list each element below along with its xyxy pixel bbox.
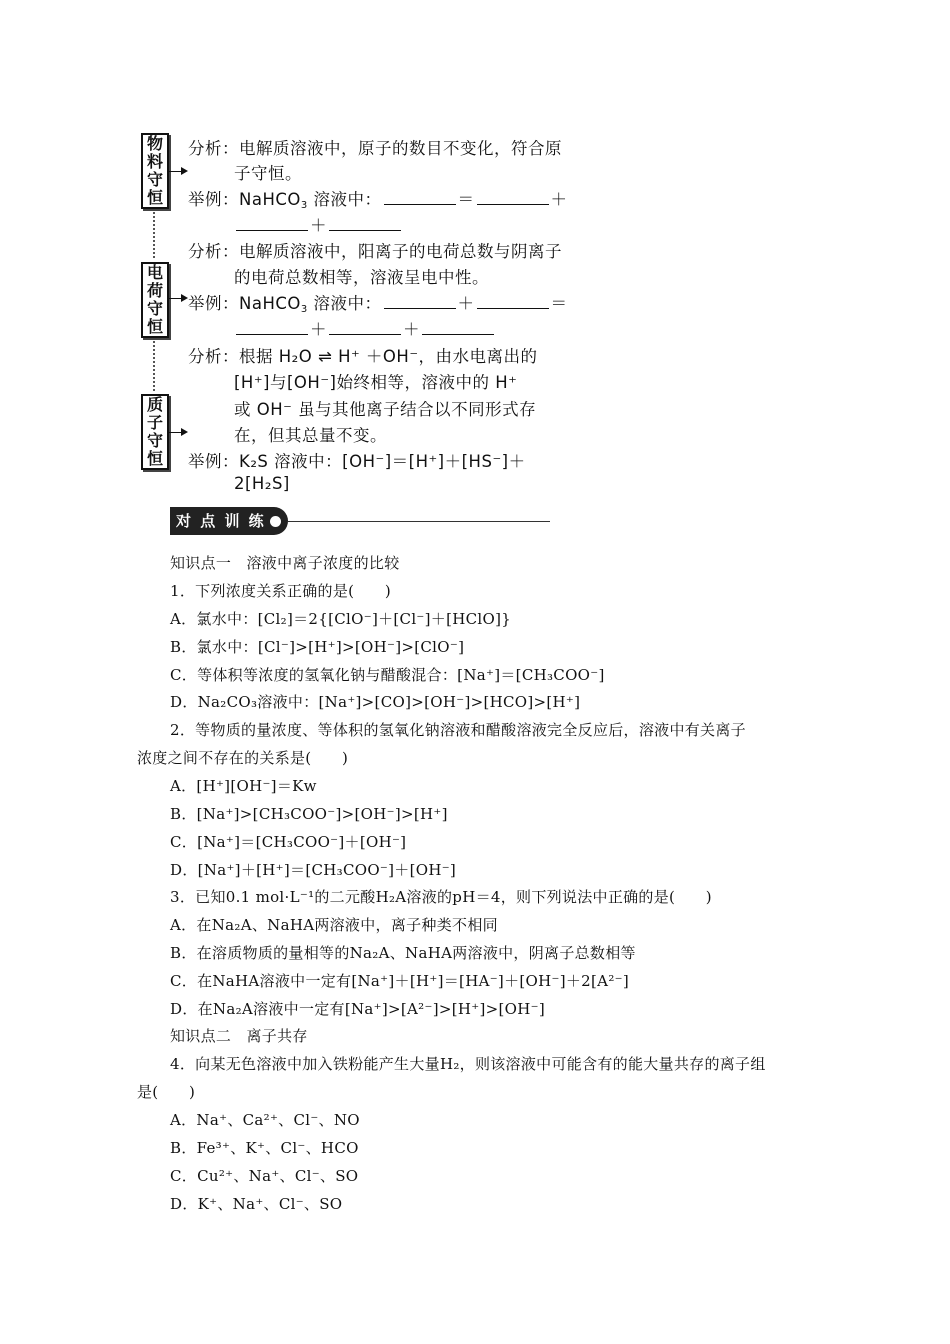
answer-blank[interactable] [384,294,456,309]
box-charge-conservation [141,262,169,338]
q4-option-d: D．K⁺、Na⁺、Cl⁻、SO [170,1195,343,1213]
box-char: 料 [146,152,163,171]
dotted-connector [153,212,155,258]
section-header-rule [288,521,550,522]
knowledge-point-2-heading: 知识点二 离子共存 [170,1027,308,1045]
material-analysis-line2: 子守恒。 [234,164,302,183]
q2-option-c: C．[Na⁺]＝[CH₃COO⁻]＋[OH⁻] [170,833,407,851]
charge-example-line2 [234,316,496,340]
box-char: 守 [146,299,163,318]
q3-option-d: D．在Na₂A溶液中一定有[Na⁺]>[A²⁻]>[H⁺]>[OH⁻] [170,1000,546,1018]
box-char: 电 [146,263,163,282]
plus-sign: ＋ [403,320,420,339]
answer-blank[interactable] [477,294,549,309]
box-char: 恒 [146,317,163,336]
dotted-connector [153,341,155,391]
equals-sign: ＝ [550,294,568,313]
box-char: 质 [146,395,163,414]
knowledge-point-1-heading: 知识点一 溶液中离子浓度的比较 [170,554,400,572]
arrow-right-icon [167,432,186,433]
question-4-stem-line1: 4．向某无色溶液中加入铁粉能产生大量H₂，则该溶液中可能含有的能大量共存的离子组 [170,1055,766,1073]
q3-option-c: C．在NaHA溶液中一定有[Na⁺]＋[H⁺]＝[HA⁻]＋[OH⁻]＋2[A²⁻] [170,972,629,990]
question-3-stem: 3．已知0.1 mol·L⁻¹的二元酸H₂A溶液的pH＝4，则下列说法中正确的是( ) [170,888,712,906]
answer-blank[interactable] [236,216,308,231]
question-4-stem-line2: 是( ) [137,1083,196,1101]
plus-sign: ＋ [310,216,327,235]
question-1-stem: 1．下列浓度关系正确的是( ) [170,582,392,600]
box-proton-conservation [141,394,169,470]
box-char: 子 [146,413,163,432]
box-char: 守 [146,170,163,189]
q4-option-a: A．Na⁺、Ca²⁺、Cl⁻、NO [170,1111,360,1129]
example-prefix: 举例：NaHCO [188,190,301,209]
q3-option-a: A．在Na₂A、NaHA两溶液中，离子种类不相同 [170,916,498,934]
proton-analysis-line3: 或 OH⁻ 虽与其他离子结合以不同形式存 [234,400,537,419]
box-char: 物 [146,134,163,153]
example-mid: 溶液中： [307,294,382,313]
proton-analysis-line4: 在，但其总量不变。 [234,426,387,445]
plus-sign: ＋ [457,294,475,313]
box-char: 荷 [146,281,163,300]
q1-option-a: A．氯水中：[Cl₂]＝2{[ClO⁻]＋[Cl⁻]＋[HClO]} [170,610,512,628]
equals-sign: ＝ [457,190,475,209]
material-example-line1 [188,186,568,211]
charge-analysis-line2: 的电荷总数相等，溶液呈电中性。 [234,268,489,287]
answer-blank[interactable] [329,216,401,231]
answer-blank[interactable] [422,320,494,335]
charge-example-line1 [188,290,568,315]
material-example-line2 [234,212,403,236]
plus-sign: ＋ [310,320,327,339]
question-2-stem-line2: 浓度之间不存在的关系是( ) [137,749,349,767]
arrow-right-icon [167,298,186,299]
q1-option-c: C．等体积等浓度的氢氧化钠与醋酸混合：[Na⁺]＝[CH₃COO⁻] [170,666,605,684]
q1-option-b: B．氯水中：[Cl⁻]>[H⁺]>[OH⁻]>[ClO⁻] [170,638,465,656]
charge-analysis-line1: 分析：电解质溶液中，阳离子的电荷总数与阴离子 [188,242,562,261]
answer-blank[interactable] [477,190,549,205]
answer-blank[interactable] [384,190,456,205]
proton-analysis-line2: [H⁺]与[OH⁻]始终相等，溶液中的 H⁺ [234,373,518,392]
material-analysis-line1: 分析：电解质溶液中，原子的数目不变化，符合原 [188,139,562,158]
subscript: 3 [300,200,308,211]
example-prefix: 举例：NaHCO [188,294,301,313]
q1-option-d: D．Na₂CO₃溶液中：[Na⁺]>[CO]>[OH⁻]>[HCO]>[H⁺] [170,693,581,711]
proton-example-line1: 举例：K₂S 溶液中：[OH⁻]＝[H⁺]＋[HS⁻]＋ [188,452,526,471]
arrow-right-icon [167,171,186,172]
q2-option-a: A．[H⁺][OH⁻]＝Kw [170,777,317,795]
q2-option-d: D．[Na⁺]＋[H⁺]＝[CH₃COO⁻]＋[OH⁻] [170,861,457,879]
proton-analysis-line1: 分析：根据 H₂O ⇌ H⁺ ＋OH⁻，由水电离出的 [188,347,538,366]
dot-icon [270,516,281,527]
q2-option-b: B．[Na⁺]>[CH₃COO⁻]>[OH⁻]>[H⁺] [170,805,448,823]
q4-option-b: B．Fe³⁺、K⁺、Cl⁻、HCO [170,1139,359,1157]
q4-option-c: C．Cu²⁺、Na⁺、Cl⁻、SO [170,1167,359,1185]
proton-example-line2: 2[H₂S] [234,474,290,493]
box-char: 恒 [146,188,163,207]
section-header-title: 对 点 训 练 [176,512,266,530]
section-header [170,507,550,535]
conservation-diagram [0,0,950,500]
example-mid: 溶液中： [307,190,382,209]
plus-sign: ＋ [550,190,568,209]
q3-option-b: B．在溶质物质的量相等的Na₂A、NaHA两溶液中，阴离子总数相等 [170,944,636,962]
box-material-conservation [141,133,169,209]
box-char: 守 [146,431,163,450]
question-2-stem-line1: 2．等物质的量浓度、等体积的氢氧化钠溶液和醋酸溶液完全反应后，溶液中有关离子 [170,721,746,739]
section-header-pill [170,507,288,535]
answer-blank[interactable] [329,320,401,335]
subscript: 3 [300,304,308,315]
answer-blank[interactable] [236,320,308,335]
box-char: 恒 [146,449,163,468]
